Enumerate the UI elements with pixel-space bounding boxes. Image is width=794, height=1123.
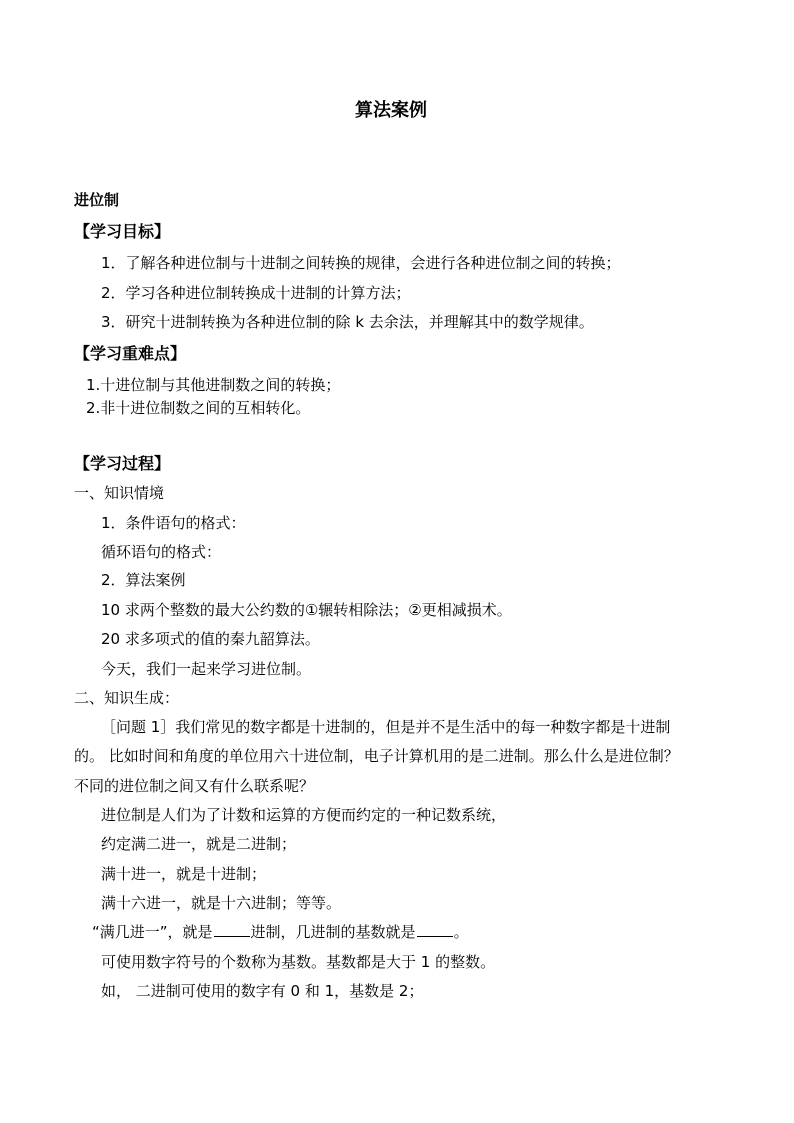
subtitle: 进位制 bbox=[74, 191, 120, 209]
goal-item: 3．研究十进制转换为各种进位制的除 k 去余法，并理解其中的数学规律。 bbox=[101, 313, 594, 331]
question-line: 的。 比如时间和角度的单位用六十进位制，电子计算机用的是二进制。那么什么是进位制？ bbox=[74, 747, 679, 765]
part1-line: 1．条件语句的格式： bbox=[101, 514, 246, 532]
fill-in-blank-line bbox=[92, 922, 469, 942]
part1-line: 2．算法案例 bbox=[101, 571, 186, 589]
fill-text: “满几进一”，就是 bbox=[92, 923, 213, 941]
part2-line: 满十六进一，就是十六进制；等等。 bbox=[101, 894, 342, 912]
part1-line: 今天，我们一起来学习进位制。 bbox=[101, 660, 312, 678]
part2-line: 满十进一，就是十进制； bbox=[101, 865, 267, 883]
part1-line: 10 求两个整数的最大公约数的①辗转相除法；②更相减损术。 bbox=[101, 601, 512, 619]
part1-heading: 一、知识情境 bbox=[74, 484, 165, 502]
goal-item: 2．学习各种进位制转换成十进制的计算方法； bbox=[101, 284, 411, 302]
question-line: 不同的进位制之间又有什么联系呢？ bbox=[74, 777, 315, 795]
base-definition-line: 可使用数字符号的个数称为基数。基数都是大于 1 的整数。 bbox=[101, 953, 496, 971]
goals-heading: 【学习目标】 bbox=[74, 222, 171, 241]
answer-blank[interactable] bbox=[214, 922, 250, 937]
fill-text: 进制，几进制的基数就是 bbox=[250, 923, 416, 941]
part2-line: 约定满二进一，就是二进制； bbox=[101, 835, 297, 853]
page-title: 算法案例 bbox=[355, 100, 427, 121]
process-heading: 【学习过程】 bbox=[74, 454, 171, 473]
fill-text: 。 bbox=[453, 923, 469, 941]
part2-heading: 二、知识生成： bbox=[74, 689, 180, 707]
key-point-item: 1.十进位制与其他进制数之间的转换； bbox=[86, 376, 341, 394]
part2-line: 进位制是人们为了计数和运算的方便而约定的一种记数系统， bbox=[101, 806, 507, 824]
example-line: 如， 二进制可使用的数字有 0 和 1，基数是 2； bbox=[101, 982, 424, 1000]
part1-line: 20 求多项式的值的秦九韶算法。 bbox=[101, 630, 320, 648]
question-line: ［问题 1］我们常见的数字都是十进制的，但是并不是生活中的每一种数字都是十进制 bbox=[101, 718, 671, 736]
answer-blank[interactable] bbox=[417, 922, 453, 937]
key-points-heading: 【学习重难点】 bbox=[74, 344, 187, 363]
key-point-item: 2.非十进位制数之间的互相转化。 bbox=[86, 399, 311, 417]
part1-line: 循环语句的格式： bbox=[101, 543, 222, 561]
goal-item: 1．了解各种进位制与十进制之间转换的规律，会进行各种进位制之间的转换； bbox=[101, 254, 621, 272]
